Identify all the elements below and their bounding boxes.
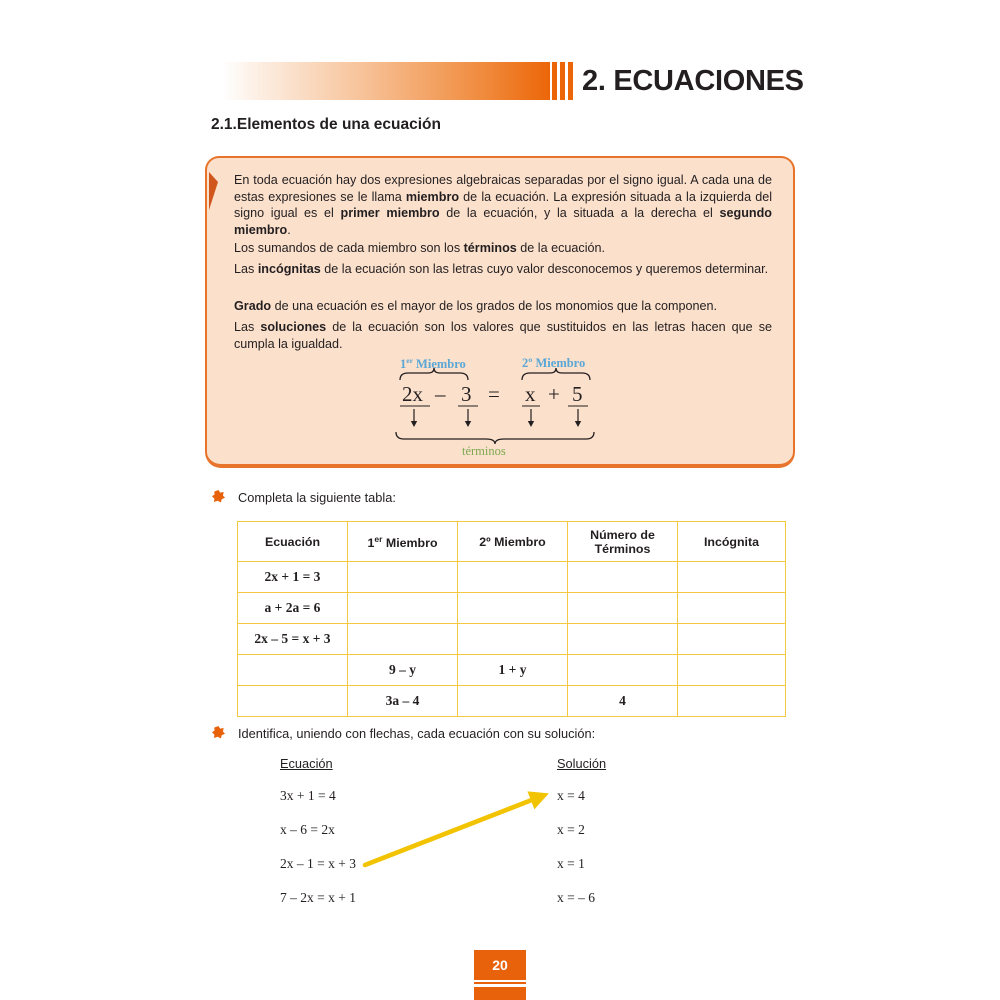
table-cell-member1[interactable] xyxy=(348,562,458,593)
matching-solution-item[interactable]: x = 4 xyxy=(557,788,585,803)
matching-header-solucion: Solución xyxy=(557,756,607,771)
page-number: 20 xyxy=(492,957,508,973)
table-cell-member2[interactable] xyxy=(458,593,568,624)
table-cell-member1[interactable] xyxy=(348,593,458,624)
table-cell-term-count: 4 xyxy=(568,686,678,717)
exercise1-prompt: Completa la siguiente tabla: xyxy=(238,490,396,505)
table-cell-unknown[interactable] xyxy=(678,562,786,593)
table-cell-member2[interactable] xyxy=(458,624,568,655)
table-header-incognita: Incógnita xyxy=(678,522,786,562)
equation-diagram xyxy=(382,356,622,462)
matching-equation-item[interactable]: 7 – 2x = x + 1 xyxy=(280,890,356,905)
matching-equation-item[interactable]: x – 6 = 2x xyxy=(280,822,335,837)
exercise2-prompt: Identifica, uniendo con flechas, cada ecuación con su solución: xyxy=(238,726,596,741)
table-header-row xyxy=(238,522,786,562)
chapter-header xyxy=(0,58,1000,104)
table-cell-equation: 2x + 1 = 3 xyxy=(238,562,348,593)
table-cell-unknown[interactable] xyxy=(678,624,786,655)
table-cell-unknown[interactable] xyxy=(678,655,786,686)
matching-equation-item[interactable]: 2x – 1 = x + 3 xyxy=(280,856,356,871)
matching-exercise xyxy=(237,750,785,910)
header-gradient-bar xyxy=(222,62,550,100)
theory-paragraph: Las soluciones de la ecuación son los valores que sustituidos en las letras hacen que se cumpla la igualdad. xyxy=(234,320,773,351)
theory-paragraph: Las incógnitas de la ecuación son las letras cuyo valor desconocemos y queremos determinar. xyxy=(234,262,769,276)
table-cell-member2[interactable] xyxy=(458,686,568,717)
table-row xyxy=(238,686,786,717)
table-cell-member2: 1 + y xyxy=(458,655,568,686)
table-cell-unknown[interactable] xyxy=(678,686,786,717)
table-cell-member1[interactable] xyxy=(348,624,458,655)
header-accent-bar-3 xyxy=(568,62,573,100)
table-header-numero-terminos: Número de Términos xyxy=(568,522,678,562)
table-row xyxy=(238,593,786,624)
table-cell-equation[interactable] xyxy=(238,655,348,686)
table-row xyxy=(238,624,786,655)
matching-solution-item[interactable]: x = 2 xyxy=(557,822,585,837)
table-cell-equation: a + 2a = 6 xyxy=(238,593,348,624)
theory-paragraph: Los sumandos de cada miembro son los términos de la ecuación. xyxy=(234,241,606,255)
table-header-ecuacion: Ecuación xyxy=(238,522,348,562)
equation-term-2: 3 xyxy=(461,382,472,406)
equation-operator-2: + xyxy=(548,382,560,406)
member2-label: 2º Miembro xyxy=(522,356,586,370)
table-header-segundo-miembro: 2º Miembro xyxy=(458,522,568,562)
theory-box xyxy=(205,156,795,468)
table-cell-member1: 9 – y xyxy=(348,655,458,686)
table-header-primer-miembro: 1er Miembro xyxy=(348,522,458,562)
equation-equals-sign: = xyxy=(488,382,500,406)
equation-term-4: 5 xyxy=(572,382,583,406)
theory-paragraph: En toda ecuación hay dos expresiones algebraicas separadas por el signo igual. A cada una de estas expresiones se le llama miembro de la ecuación. La expresión situada a la izquierda del signo igual es el primer miembro de la ecuación, y la situada a la derecha el segundo miembro. xyxy=(234,173,773,237)
table-cell-term-count[interactable] xyxy=(568,655,678,686)
table-row xyxy=(238,655,786,686)
table-cell-member1: 3a – 4 xyxy=(348,686,458,717)
footer-bottom-bar xyxy=(474,987,526,1000)
chapter-title: 2. ECUACIONES xyxy=(582,65,804,97)
equation-term-3: x xyxy=(525,382,536,406)
table-cell-member2[interactable] xyxy=(458,562,568,593)
table-row xyxy=(238,562,786,593)
table-cell-term-count[interactable] xyxy=(568,562,678,593)
header-accent-bar-2 xyxy=(560,62,565,100)
table-cell-unknown[interactable] xyxy=(678,593,786,624)
folded-corner-icon xyxy=(207,168,225,214)
page-footer xyxy=(474,950,526,1000)
puzzle-bullet-icon xyxy=(211,489,226,504)
section-title: 2.1.Elementos de una ecuación xyxy=(211,116,441,133)
theory-paragraph: Grado de una ecuación es el mayor de los grados de los monomios que la componen. xyxy=(234,299,718,313)
footer-rule xyxy=(474,982,526,984)
matching-solution-item[interactable]: x = 1 xyxy=(557,856,585,871)
equation-term-1: 2x xyxy=(402,382,423,406)
header-accent-bar-1 xyxy=(552,62,557,100)
terminos-label: términos xyxy=(462,444,506,458)
table-cell-equation[interactable] xyxy=(238,686,348,717)
matching-solution-item[interactable]: x = – 6 xyxy=(557,890,595,905)
matching-header-ecuacion: Ecuación xyxy=(280,756,333,771)
table-cell-term-count[interactable] xyxy=(568,624,678,655)
equation-elements-table xyxy=(237,521,786,717)
puzzle-bullet-icon xyxy=(211,725,226,740)
member1-label: 1er Miembro xyxy=(400,356,466,372)
matching-equation-item[interactable]: 3x + 1 = 4 xyxy=(280,788,336,803)
equation-operator-1: – xyxy=(435,382,446,406)
table-cell-equation: 2x – 5 = x + 3 xyxy=(238,624,348,655)
table-cell-term-count[interactable] xyxy=(568,593,678,624)
